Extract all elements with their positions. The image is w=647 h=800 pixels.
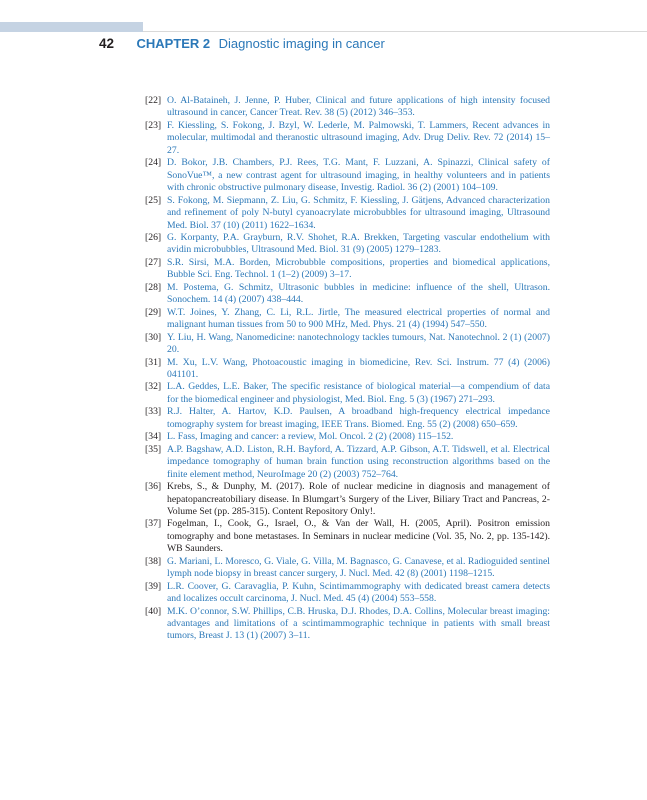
reference-number: [28] — [145, 281, 162, 293]
reference-number: [34] — [145, 431, 162, 443]
reference-item — [145, 606, 550, 643]
reference-link[interactable]: S. Fokong, M. Siepmann, Z. Liu, G. Schmitz, F. Kiessling, J. Gätjens, Advanced characterization and refinement of poly N-butyl cyanoacrylate microbubbles for ultrasound imaging, Ultrasound Med. Biol. 37 (10) (2011) 1622–1634. — [167, 194, 550, 231]
reference-number: [38] — [145, 555, 162, 567]
header-accent-bar — [0, 22, 143, 32]
reference-link[interactable]: O. Al-Bataineh, J. Jenne, P. Huber, Clinical and future applications of high intensity focused ultrasound in cancer, Cancer Treat. Rev. 38 (5) (2012) 346–353. — [167, 95, 550, 119]
reference-number: [39] — [145, 580, 162, 592]
reference-number: [27] — [145, 256, 162, 268]
header-rule — [143, 31, 647, 32]
reference-link[interactable]: R.J. Halter, A. Hartov, K.D. Paulsen, A broadband high-frequency electrical impedance tomography system for breast imaging, IEEE Trans. Biomed. Eng. 55 (2) (2008) 650–659. — [167, 406, 550, 430]
reference-list — [145, 95, 550, 643]
reference-number: [37] — [145, 518, 162, 530]
reference-number: [29] — [145, 306, 162, 318]
reference-link[interactable]: M. Xu, L.V. Wang, Photoacoustic imaging in biomedicine, Rev. Sci. Instrum. 77 (4) (2006) 041101. — [167, 356, 550, 380]
chapter-title: Diagnostic imaging in cancer — [218, 36, 385, 51]
reference-text: Fogelman, I., Cook, G., Israel, O., & Van der Wall, H. (2005, April). Positron emission tomography and bone metastases. In Seminars in nuclear medicine (Vol. 35, No. 2, pp. 135-142). WB Saunders. — [167, 518, 550, 555]
reference-link[interactable]: M.K. O’connor, S.W. Phillips, C.B. Hruska, D.J. Rhodes, D.A. Collins, Molecular breast imaging: advantages and limitations of a scintimammographic technique in patients with small breast tumors, Breast J. 13 (1) (2007) 3–11. — [167, 605, 550, 642]
reference-number: [40] — [145, 605, 162, 617]
reference-text: Krebs, S., & Dunphy, M. (2017). Role of nuclear medicine in diagnosis and management of hepatopancreatobiliary disease. In Blumgart’s Surgery of the Liver, Biliary Tract and Pancreas, 2-Volume Set (pp. 285-315). Content Repository Only!. — [167, 481, 550, 517]
reference-link[interactable]: M. Postema, G. Schmitz, Ultrasonic bubbles in medicine: influence of the shell, Ultrason. Sonochem. 14 (4) (2007) 438–444. — [167, 281, 550, 306]
running-header — [99, 35, 385, 53]
page-number: 42 — [99, 36, 115, 51]
reference-link[interactable]: G. Mariani, L. Moresco, G. Viale, G. Villa, M. Bagnasco, G. Canavese, et al. Radioguided sentinel lymph node biopsy in breast cancer surgery, J. Nucl. Med. 42 (8) (2001) 1198–1215. — [167, 555, 550, 580]
reference-link[interactable]: S.R. Sirsi, M.A. Borden, Microbubble compositions, properties and biomedical applications, Bubble Sci. Eng. Technol. 1 (1–2) (2009) 3–17. — [167, 256, 550, 281]
reference-item — [145, 95, 550, 120]
reference-item — [145, 282, 550, 307]
reference-item — [145, 257, 550, 282]
reference-link[interactable]: D. Bokor, J.B. Chambers, P.J. Rees, T.G. Mant, F. Luzzani, A. Spinazzi, Clinical safety of SonoVue™, a new contrast agent for ultrasound imaging, in healthy volunteers and in patients with chronic obstructive pulmonary disease, Investig. Radiol. 36 (2) (2001) 104–109. — [167, 157, 550, 194]
reference-number: [25] — [145, 194, 162, 206]
reference-item — [145, 431, 550, 443]
reference-number: [26] — [145, 231, 162, 243]
reference-item — [145, 444, 550, 481]
chapter-label: CHAPTER 2 — [136, 36, 211, 51]
reference-number: [32] — [145, 381, 162, 393]
reference-item — [145, 232, 550, 257]
reference-item — [145, 406, 550, 431]
reference-item — [145, 518, 550, 555]
reference-item — [145, 357, 550, 382]
reference-number: [23] — [145, 119, 162, 131]
reference-item — [145, 195, 550, 232]
reference-number: [36] — [145, 481, 162, 493]
reference-number: [30] — [145, 331, 162, 343]
reference-number: [24] — [145, 157, 162, 169]
reference-link[interactable]: L. Fass, Imaging and cancer: a review, Mol. Oncol. 2 (2) (2008) 115–152. — [167, 431, 454, 443]
reference-link[interactable]: L.A. Geddes, L.E. Baker, The specific resistance of biological material—a compendium of data for the biomedical engineer and physiologist, Med. Biol. Eng. 5 (3) (1967) 271–293. — [167, 381, 550, 405]
reference-number: [35] — [145, 443, 162, 455]
reference-link[interactable]: A.P. Bagshaw, A.D. Liston, R.H. Bayford, A. Tizzard, A.P. Gibson, A.T. Tidswell, et al. Electrical impedance tomography of human brain function using reconstruction algorithms based on the finite element method, NeuroImage 20 (2) (2003) 752–764. — [167, 443, 550, 480]
reference-link[interactable]: G. Korpanty, P.A. Grayburn, R.V. Shohet, R.A. Brekken, Targeting vascular endothelium with avidin microbubbles, Ultrasound Med. Biol. 31 (9) (2005) 1279–1283. — [167, 231, 550, 256]
reference-item — [145, 120, 550, 157]
reference-item — [145, 332, 550, 357]
reference-link[interactable]: W.T. Joines, Y. Zhang, C. Li, R.L. Jirtle, The measured electrical properties of normal and malignant human tissues from 50 to 900 MHz, Med. Phys. 21 (4) (1994) 547–550. — [167, 306, 550, 331]
reference-number: [33] — [145, 406, 162, 418]
reference-link[interactable]: Y. Liu, H. Wang, Nanomedicine: nanotechnology tackles tumours, Nat. Nanotechnol. 2 (1) (2007) 20. — [167, 331, 550, 356]
reference-item — [145, 157, 550, 194]
reference-item — [145, 307, 550, 332]
reference-item — [145, 381, 550, 406]
reference-item — [145, 481, 550, 518]
reference-item — [145, 581, 550, 606]
reference-number: [31] — [145, 356, 162, 368]
reference-link[interactable]: F. Kiessling, S. Fokong, J. Bzyl, W. Lederle, M. Palmowski, T. Lammers, Recent advances in molecular, multimodal and theranostic ultrasound imaging, Adv. Drug Deliv. Rev. 72 (2014) 15–27. — [167, 119, 550, 156]
reference-item — [145, 556, 550, 581]
reference-link[interactable]: L.R. Coover, G. Caravaglia, P. Kuhn, Scintimammography with dedicated breast camera detects and localizes occult carcinoma, J. Nucl. Med. 45 (4) (2004) 553–558. — [167, 580, 550, 605]
reference-number: [22] — [145, 95, 162, 106]
